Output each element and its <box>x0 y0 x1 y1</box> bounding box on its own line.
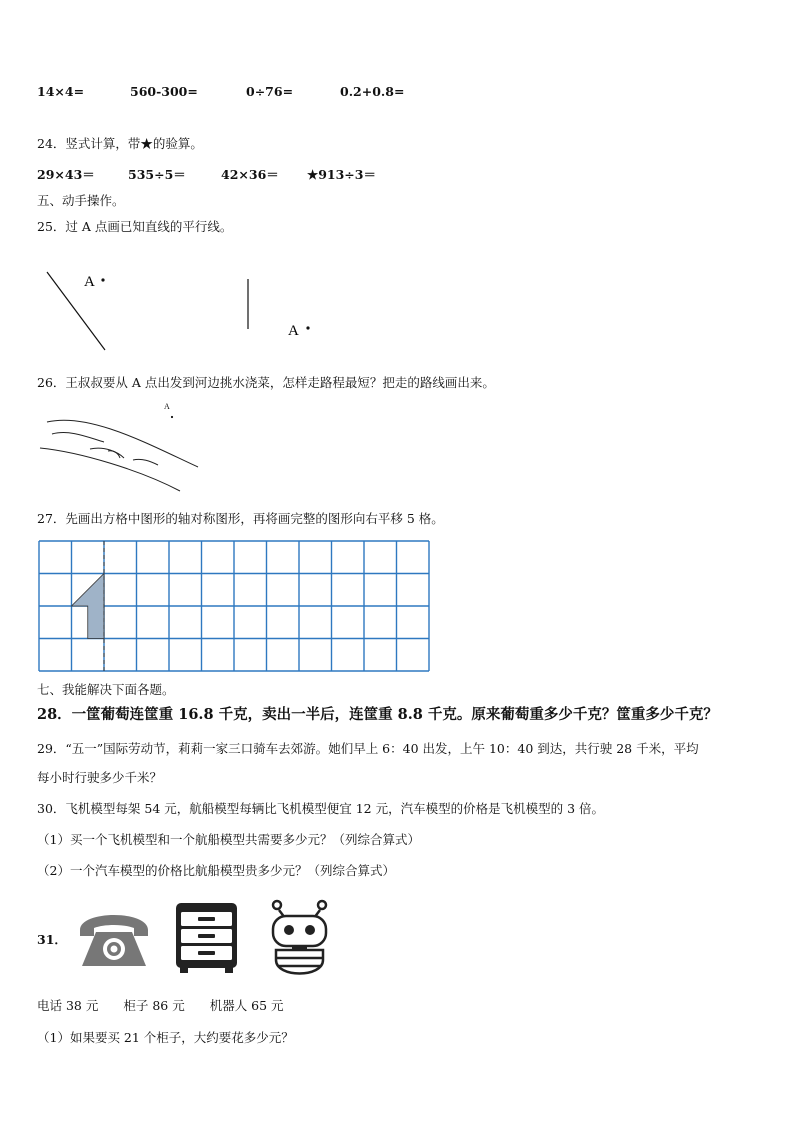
q23-item-2: 560-300= <box>130 84 198 99</box>
q24-item-1: 29×43＝ <box>37 167 95 182</box>
river-bank-bottom <box>40 448 180 491</box>
q29-line-1: 29．“五一”国际劳动节，莉莉一家三口骑车去郊游。她们早上 6：40 出发，上午 10：40 到达，共行驶 28 千米，平均 <box>37 741 699 756</box>
q24-item-2: 535÷5＝ <box>128 167 186 182</box>
q28-text: 28．一筐葡萄连筐重 16.8 千克，卖出一半后，连筐重 8.8 千克。原来葡萄重多少千克？筐重多少千克？ <box>37 706 718 723</box>
q29-line-2: 每小时行驶多少千米？ <box>37 770 163 785</box>
q24-item-3: 42×36＝ <box>221 167 279 182</box>
q26-point-label: A <box>164 402 170 411</box>
river-bank-top <box>47 420 198 467</box>
cabinet-icon <box>176 903 237 973</box>
q25-point-label-2: A <box>288 323 299 339</box>
q31-prices: 电话 38 元 柜子 86 元 机器人 65 元 <box>37 998 284 1013</box>
river-ripple-1 <box>52 433 104 442</box>
q26-title: 26．王叔叔要从 A 点出发到河边挑水浇菜，怎样走路程最短？把走的路线画出来。 <box>37 375 495 390</box>
river-ripple-4 <box>108 451 120 458</box>
q26-point <box>171 416 173 418</box>
q25-slanted-line <box>47 272 105 350</box>
q27-title: 27．先画出方格中图形的轴对称图形，再将画完整的图形向右平移 5 格。 <box>37 511 444 526</box>
section-5-heading: 五、动手操作。 <box>37 193 125 208</box>
q30-sub-1: （1）买一个飞机模型和一个航船模型共需要多少元？（列综合算式） <box>37 832 420 847</box>
q31-sub-1: （1）如果要买 21 个柜子，大约要花多少元？ <box>37 1030 294 1045</box>
q25-figure <box>47 272 310 350</box>
telephone-icon <box>80 915 148 966</box>
q25-point-label-1: A <box>84 274 95 290</box>
q24-title: 24．竖式计算，带★的验算。 <box>37 136 203 151</box>
river-ripple-3 <box>133 459 158 465</box>
q30-sub-2: （2）一个汽车模型的价格比航船模型贵多少元？（列综合算式） <box>37 863 395 878</box>
q27-half-shape <box>72 574 105 639</box>
q23-item-3: 0÷76= <box>246 84 294 99</box>
q23-item-1: 14×4= <box>37 84 85 99</box>
q25-point-2 <box>306 326 309 329</box>
q25-point-1 <box>101 278 104 281</box>
q23-item-4: 0.2+0.8= <box>340 84 405 99</box>
section-7-heading: 七、我能解决下面各题。 <box>37 682 175 697</box>
robot-icon <box>273 901 326 974</box>
q31-number: 31． <box>37 932 67 947</box>
q27-shape <box>72 541 105 671</box>
q24-item-4: ★913÷3＝ <box>307 167 376 182</box>
q30-title: 30．飞机模型每架 54 元，航船模型每辆比飞机模型便宜 12 元，汽车模型的价格是飞机模型的 3 倍。 <box>37 801 605 816</box>
q26-river-figure <box>40 402 198 491</box>
q25-title: 25．过 A 点画已知直线的平行线。 <box>37 219 233 234</box>
